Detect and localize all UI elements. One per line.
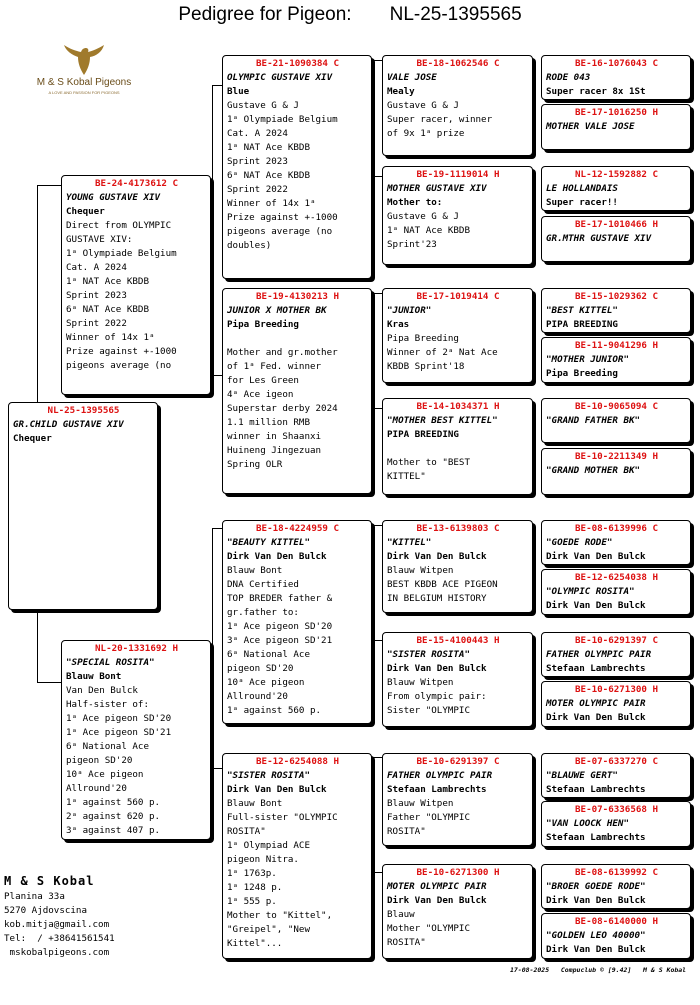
pigeon-color: Kras <box>387 319 410 330</box>
pigeon-color: Dirk Van Den Bulck <box>546 551 646 562</box>
ring-number: BE-10-9065094 C <box>575 401 658 412</box>
ancestor-card[interactable] <box>541 55 691 100</box>
grandparent-card[interactable] <box>222 753 372 959</box>
title-prefix: Pedigree for Pigeon: <box>178 4 352 25</box>
connector <box>212 85 222 86</box>
pigeon-name: "SPECIAL ROSITA" <box>66 657 155 668</box>
note-line: for Les Green <box>227 375 299 386</box>
note-line: 1ᵃ against 560 p. <box>66 797 161 808</box>
ring-number: BE-21-1090384 C <box>256 58 339 69</box>
note-line: 1.1 million RMB <box>227 417 310 428</box>
pigeon-name: YOUNG GUSTAVE XIV <box>66 192 161 203</box>
pigeon-color: Dirk Van Den Bulck <box>546 712 646 723</box>
note-line: 1ᵃ Olympiad ACE <box>227 840 310 851</box>
logo-tagline: A LOVE AND PASSION FOR PIGEONS <box>48 90 120 95</box>
connector <box>372 640 382 641</box>
note-line: Super racer, winner <box>387 114 493 125</box>
ancestor-card[interactable] <box>541 166 691 211</box>
pigeon-color: Stefaan Lambrechts <box>546 832 646 843</box>
pigeon-name: "KITTEL" <box>387 537 432 548</box>
connector <box>533 176 534 227</box>
connector <box>533 525 534 575</box>
note-line: DNA Certified <box>227 579 299 590</box>
connector <box>533 872 534 923</box>
note-line: pigeon SD'20 <box>227 663 294 674</box>
note-line: ROSITA" <box>227 826 266 837</box>
ancestor-card[interactable] <box>541 448 691 495</box>
note-line: doubles) <box>227 240 272 251</box>
ring-number: BE-13-6139803 C <box>416 523 500 534</box>
ring-number: BE-10-6291397 C <box>575 635 658 646</box>
note-line: Blauw Witpen <box>387 677 454 688</box>
note-line: of 1ᵃ Fed. winner <box>227 361 322 372</box>
pigeon-color: Dirk Van Den Bulck <box>227 551 327 562</box>
subject-card[interactable] <box>8 402 158 610</box>
ancestor-card[interactable] <box>541 398 691 443</box>
pigeon-name: "OLYMPIC ROSITA" <box>546 586 635 597</box>
note-line: Father "OLYMPIC <box>387 812 470 823</box>
ring-number: BE-17-1019414 C <box>416 291 500 302</box>
pigeon-name: "BEAUTY KITTEL" <box>227 537 310 548</box>
note-line: 1ᵃ Olympiade Belgium <box>227 114 338 125</box>
note-line: Blauw Bont <box>227 565 283 576</box>
ring-number: BE-15-4100443 H <box>416 635 500 646</box>
ring-number: BE-19-1119014 H <box>416 169 500 180</box>
pigeon-name: JUNIOR X MOTHER BK <box>227 305 327 316</box>
note-line: Mother to "Kittel", <box>227 910 333 921</box>
note-line: Van Den Bulck <box>66 685 138 696</box>
ring-number: BE-10-2211349 H <box>575 451 658 462</box>
note-line: GUSTAVE XIV: <box>66 234 133 245</box>
note-line: Prize against +-1000 <box>227 212 338 223</box>
pigeon-name: "GRAND FATHER BK" <box>546 415 641 426</box>
ring-number: NL-20-1331692 H <box>95 643 178 654</box>
connector <box>372 60 382 61</box>
connector <box>212 85 213 375</box>
connector <box>37 610 38 682</box>
ring-number: BE-16-1076043 C <box>575 58 658 69</box>
pigeon-name: LE HOLLANDAIS <box>546 183 618 194</box>
note-line: 1ᵃ 555 p. <box>227 896 277 907</box>
connector <box>372 176 382 177</box>
note-line: Direct from OLYMPIC <box>66 220 172 231</box>
note-line: 6ᵃ NAT Ace KBDB <box>227 170 310 181</box>
note-line: KITTEL" <box>387 471 426 482</box>
ring-number: NL-12-1592882 C <box>575 169 658 180</box>
great-grandparent-card[interactable] <box>382 864 533 959</box>
pigeon-name: MOTHER GUSTAVE XIV <box>387 183 487 194</box>
note-line: 1ᵃ 1763p. <box>227 868 277 879</box>
ring-number: BE-08-6139992 C <box>575 867 658 878</box>
ancestor-card[interactable] <box>541 104 691 150</box>
connector <box>372 757 382 758</box>
pigeon-color: Blue <box>227 86 250 97</box>
owner-info <box>4 872 115 960</box>
note-line: 10ᵃ Ace pigeon <box>227 677 305 688</box>
pigeon-color: Stefaan Lambrechts <box>387 784 487 795</box>
connector <box>372 408 382 409</box>
connector <box>37 185 61 186</box>
note-line: 1ᵃ Olympiade Belgium <box>66 248 177 259</box>
pigeon-name: "MOTHER JUNIOR" <box>546 354 629 365</box>
ancestor-card[interactable] <box>541 753 691 798</box>
note-line: Half-sister of: <box>66 699 149 710</box>
note-line: ROSITA" <box>387 826 426 837</box>
note-line: Blauw <box>387 909 415 920</box>
owner-address: Planina 33a <box>4 891 65 902</box>
note-line: Sprint'23 <box>387 239 437 250</box>
connector <box>212 528 222 529</box>
note-line: 2ᵃ against 620 p. <box>66 811 161 822</box>
note-line: 1ᵃ Ace pigeon SD'20 <box>66 713 172 724</box>
ancestor-card[interactable] <box>541 801 691 847</box>
pigeon-name: FATHER OLYMPIC PAIR <box>387 770 493 781</box>
note-line: Cat. A 2024 <box>66 262 127 273</box>
ring-number: BE-10-6271300 H <box>416 867 500 878</box>
great-grandparent-card[interactable] <box>382 398 533 495</box>
pigeon-name: MOTER OLYMPIC PAIR <box>387 881 487 892</box>
connector <box>372 60 373 176</box>
note-line: Huineng Jingezuan <box>227 445 322 456</box>
note-line: 4ᵃ Ace igeon <box>227 389 294 400</box>
note-line: Sprint 2023 <box>66 290 127 301</box>
ring-number: BE-18-1062546 C <box>416 58 500 69</box>
ring-number: BE-12-6254038 H <box>575 572 658 583</box>
ring-number: BE-07-6336568 H <box>575 804 658 815</box>
ring-number: BE-11-9041296 H <box>575 340 658 351</box>
note-line: pigeon Nitra. <box>227 854 299 865</box>
note-line: Superstar derby 2024 <box>227 403 338 414</box>
note-line: Prize against +-1000 <box>66 346 177 357</box>
ring-number: BE-17-1010466 H <box>575 219 658 230</box>
note-line: 6ᵃ National Ace <box>227 649 310 660</box>
pigeon-color: Dirk Van Den Bulck <box>546 600 646 611</box>
pigeon-name: "SISTER ROSITA" <box>387 649 470 660</box>
dam-card[interactable] <box>61 640 211 840</box>
note-line: 6ᵃ National Ace <box>66 741 149 752</box>
note-line: TOP BREDER father & <box>227 593 333 604</box>
note-line: Mother and gr.mother <box>227 347 338 358</box>
note-line: Pipa Breeding <box>387 333 459 344</box>
ancestor-card[interactable] <box>541 520 691 565</box>
ring-number: BE-24-4173612 C <box>95 178 178 189</box>
great-grandparent-card[interactable] <box>382 520 533 613</box>
note-line: 6ᵃ NAT Ace KBDB <box>66 304 149 315</box>
note-line: Winner of 14x 1ᵃ <box>66 332 155 343</box>
pigeon-color: Dirk Van Den Bulck <box>227 784 327 795</box>
note-line: 1ᵃ Ace pigeon SD'21 <box>66 727 172 738</box>
note-line: "Greipel", "New <box>227 924 310 935</box>
pigeon-color: Chequer <box>66 206 105 217</box>
note-line: Cat. A 2024 <box>227 128 288 139</box>
note-line: 1ᵃ against 560 p. <box>227 705 322 716</box>
note-line: KBDB Sprint'18 <box>387 361 465 372</box>
connector <box>372 293 373 408</box>
great-grandparent-card[interactable] <box>382 753 533 846</box>
connector <box>533 293 534 343</box>
ring-number: BE-17-1016250 H <box>575 107 658 118</box>
note-line: Sprint 2022 <box>66 318 127 329</box>
great-grandparent-card[interactable] <box>382 288 533 383</box>
note-line: Sister "OLYMPIC <box>387 705 470 716</box>
pigeon-name: "VAN LOOCK HEN" <box>546 818 629 829</box>
dove-icon <box>28 45 140 79</box>
pigeon-color: Dirk Van Den Bulck <box>546 895 646 906</box>
note-line: pigeons average (no <box>227 226 333 237</box>
note-line: Full-sister "OLYMPIC <box>227 812 338 823</box>
pigeon-color: Pipa Breeding <box>227 319 299 330</box>
note-line: Gustave G & J <box>387 211 459 222</box>
footer-credit: 17-08-2025 Compuclub © [9.42] M & S Kobal <box>510 966 687 974</box>
connector <box>37 682 61 683</box>
connector <box>372 525 382 526</box>
ancestor-card[interactable] <box>541 288 691 333</box>
pigeon-name: "GRAND MOTHER BK" <box>546 465 641 476</box>
note-line: Blauw Witpen <box>387 798 454 809</box>
pigeon-color: Chequer <box>13 433 52 444</box>
pigeon-color: Mother to: <box>387 197 443 208</box>
connector <box>533 757 534 807</box>
pigeon-color: PIPA BREEDING <box>546 319 618 330</box>
note-line: Blauw Witpen <box>387 565 454 576</box>
connector <box>533 60 534 111</box>
great-grandparent-card[interactable] <box>382 166 533 265</box>
owner-city: 5270 Ajdovscina <box>4 905 87 916</box>
pigeon-color: Stefaan Lambrechts <box>546 784 646 795</box>
note-line: IN BELGIUM HISTORY <box>387 593 487 604</box>
connector <box>372 293 382 294</box>
pigeon-color: Stefaan Lambrechts <box>546 663 646 674</box>
note-line: Kittel"... <box>227 938 283 949</box>
pigeon-name: "BLAUWE GERT" <box>546 770 618 781</box>
note-line: 1ᵃ NAT Ace KBDB <box>66 276 149 287</box>
connector <box>37 185 38 402</box>
owner-phone: Tel: / +38641561541 <box>4 933 115 944</box>
connector <box>212 528 213 768</box>
pigeon-color: PIPA BREEDING <box>387 429 459 440</box>
sire-card[interactable] <box>61 175 211 395</box>
page-title <box>0 4 700 26</box>
owner-email[interactable]: kob.mitja@gmail.com <box>4 919 110 930</box>
connector <box>372 757 373 872</box>
ring-number: BE-14-1034371 H <box>416 401 500 412</box>
note-line: Gustave G & J <box>227 100 299 111</box>
note-line: 3ᵃ against 407 p. <box>66 825 161 836</box>
pigeon-name: VALE JOSE <box>387 72 437 83</box>
connector <box>533 408 534 459</box>
ring-number: BE-08-6140000 H <box>575 916 658 927</box>
note-line: 1ᵃ NAT Ace KBDB <box>227 142 310 153</box>
ancestor-card[interactable] <box>541 913 691 959</box>
note-line: Winner of 2ᵃ Nat Ace <box>387 347 498 358</box>
note-line: 1ᵃ NAT Ace KBDB <box>387 225 470 236</box>
pigeon-color: Super racer!! <box>546 197 618 208</box>
ancestor-card[interactable] <box>541 337 691 383</box>
pigeon-color: Dirk Van Den Bulck <box>387 551 487 562</box>
ancestor-card[interactable] <box>541 681 691 727</box>
logo <box>28 45 140 97</box>
pigeon-name: FATHER OLYMPIC PAIR <box>546 649 652 660</box>
ring-number: BE-07-6337270 C <box>575 756 658 767</box>
note-line: 3ᵃ Ace pigeon SD'21 <box>227 635 333 646</box>
connector <box>372 872 382 873</box>
note-line: Blauw Bont <box>227 798 283 809</box>
grandparent-card[interactable] <box>222 288 372 494</box>
pigeon-name: OLYMPIC GUSTAVE XIV <box>227 72 333 83</box>
pigeon-name: "BROER GOEDE RODE" <box>546 881 646 892</box>
note-line: Allround'20 <box>66 783 127 794</box>
pigeon-name: GR.CHILD GUSTAVE XIV <box>13 419 124 430</box>
note-line: winner in Shaanxi <box>227 431 322 442</box>
great-grandparent-card[interactable] <box>382 55 533 156</box>
note-line <box>387 442 529 456</box>
ring-number: BE-12-6254088 H <box>256 756 339 767</box>
connector <box>372 525 373 640</box>
ring-number: BE-15-1029362 C <box>575 291 658 302</box>
note-line: 1ᵃ 1248 p. <box>227 882 283 893</box>
owner-website[interactable]: mskobalpigeons.com <box>4 947 110 958</box>
note-line: BEST KBDB ACE PIGEON <box>387 579 498 590</box>
pigeon-name: MOTHER VALE JOSE <box>546 121 635 132</box>
pigeon-name: "MOTHER BEST KITTEL" <box>387 415 498 426</box>
note-line: pigeon SD'20 <box>66 755 133 766</box>
grandparent-card[interactable] <box>222 520 372 724</box>
connector <box>212 768 222 769</box>
connector <box>212 375 222 376</box>
pigeon-color: Super racer 8x 1St <box>546 86 646 97</box>
note-line: From olympic pair: <box>387 691 487 702</box>
ring-number: BE-19-4130213 H <box>256 291 339 302</box>
pigeon-name: "GOLDEN LEO 40000" <box>546 930 646 941</box>
ring-number: NL-25-1395565 <box>47 405 120 416</box>
ring-number: BE-10-6291397 C <box>416 756 500 767</box>
ring-number: BE-18-4224959 C <box>256 523 339 534</box>
pigeon-name: GR.MTHR GUSTAVE XIV <box>546 233 652 244</box>
ancestor-card[interactable] <box>541 569 691 615</box>
note-line: Sprint 2022 <box>227 184 288 195</box>
note-line: Mother to "BEST <box>387 457 470 468</box>
pigeon-name: RODE 043 <box>546 72 591 83</box>
ancestor-card[interactable] <box>541 632 691 677</box>
pigeon-color: Dirk Van Den Bulck <box>387 895 487 906</box>
pigeon-color: Mealy <box>387 86 415 97</box>
grandparent-card[interactable] <box>222 55 372 279</box>
note-line: Winner of 14x 1ᵃ <box>227 198 316 209</box>
pigeon-name: "JUNIOR" <box>387 305 432 316</box>
note-line: Mother "OLYMPIC <box>387 923 470 934</box>
ancestor-card[interactable] <box>541 216 691 262</box>
pigeon-color: Dirk Van Den Bulck <box>387 663 487 674</box>
owner-name: M & S Kobal <box>4 874 95 888</box>
ancestor-card[interactable] <box>541 864 691 909</box>
pigeon-name: "GOEDE RODE" <box>546 537 613 548</box>
note-line: 1ᵃ Ace pigeon SD'20 <box>227 621 333 632</box>
note-line: gr.father to: <box>227 607 299 618</box>
note-line <box>227 332 368 346</box>
pigeon-name: MOTER OLYMPIC PAIR <box>546 698 646 709</box>
note-line: Spring OLR <box>227 459 283 470</box>
connector <box>533 640 534 691</box>
note-line: Sprint 2023 <box>227 156 288 167</box>
title-ring: NL-25-1395565 <box>389 4 522 25</box>
great-grandparent-card[interactable] <box>382 632 533 727</box>
ring-number: BE-08-6139996 C <box>575 523 658 534</box>
ring-number: BE-10-6271300 H <box>575 684 658 695</box>
note-line: pigeons average (no <box>66 360 172 371</box>
note-line: ROSITA" <box>387 937 426 948</box>
pigeon-color: Blauw Bont <box>66 671 122 682</box>
pigeon-color: Pipa Breeding <box>546 368 618 379</box>
logo-name: M & S Kobal Pigeons <box>36 77 132 88</box>
note-line: 10ᵃ Ace pigeon <box>66 769 144 780</box>
pigeon-name: "SISTER ROSITA" <box>227 770 310 781</box>
note-line: of 9x 1ᵃ prize <box>387 128 465 139</box>
note-line: Gustave G & J <box>387 100 459 111</box>
pigeon-color: Dirk Van Den Bulck <box>546 944 646 955</box>
note-line: Allround'20 <box>227 691 288 702</box>
pigeon-name: "BEST KITTEL" <box>546 305 618 316</box>
